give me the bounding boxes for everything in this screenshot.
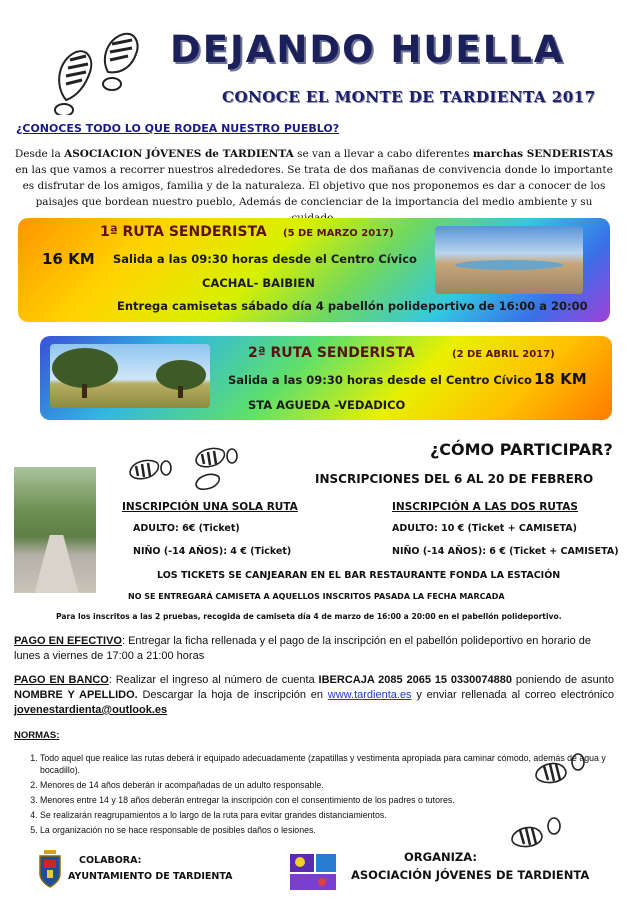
association-logo-icon	[288, 852, 338, 892]
intro-association: ASOCIACION JÓVENES de TARDIENTA	[64, 148, 294, 160]
route1-tshirt: Entrega camisetas sábado día 4 pabellón polideportivo de 16:00 a 20:00	[117, 299, 588, 313]
rules-list	[14, 752, 614, 836]
route2-photo	[50, 344, 210, 408]
page-title: DEJANDO HUELLA	[170, 28, 565, 71]
organizer-label: ORGANIZA:	[404, 850, 477, 864]
intro-text-2: se van a llevar a cabo diferentes	[293, 148, 473, 160]
both-child-price: NIÑO (-14 AÑOS): 6 € (Ticket + CAMISETA)	[392, 546, 619, 557]
route2-departure: Salida a las 09:30 horas desde el Centro Cívico	[228, 373, 532, 387]
rule-item: 1. Todo aquel que realice las rutas deberá ir equipado adecuadamente (zapatillas y vestimenta apropiada para caminar cómodo, además de agua y bocadillo).	[40, 752, 614, 776]
path-photo	[14, 467, 96, 593]
bank-payment-text-4: y enviar rellenada al correo electrónico	[411, 689, 614, 701]
bank-payment-text-3: Descargar la hoja de inscripción en	[137, 689, 328, 701]
rule-item: 2. Menores de 14 años deberán ir acompañadas de un adulto responsable.	[40, 779, 614, 791]
route1-distance: 16 KM	[42, 250, 95, 268]
bank-subject: NOMBRE Y APELLIDO.	[14, 689, 138, 701]
coat-of-arms-icon	[38, 850, 62, 888]
bank-payment	[14, 673, 614, 718]
intro-marches: marchas SENDERISTAS	[472, 148, 614, 160]
both-adult-price: ADULTO: 10 € (Ticket + CAMISETA)	[392, 523, 577, 534]
late-registration-note: NO SE ENTREGARÁ CAMISETA A AQUELLOS INSCRITOS PASADA LA FECHA MARCADA	[128, 592, 505, 601]
website-link[interactable]: www.tardienta.es	[327, 689, 412, 701]
rules-heading: NORMAS:	[14, 730, 60, 741]
participate-heading: ¿CÓMO PARTICIPAR?	[430, 440, 613, 459]
intro-text-3: en las que vamos a recorrer nuestros alrededores. Se trata de dos mañanas de convivencia donde lo importante es disfrutar de los amigos, familia y de la naturaleza. El objetivo que nos proponemos es dar a conocer de los paisajes que bordean nuestro pueblo, Además de concienciar de la importancia del medio ambiente y su	[15, 164, 613, 208]
intro-paragraph	[12, 146, 616, 226]
page-subtitle: CONOCE EL MONTE DE TARDIENTA 2017	[222, 88, 596, 106]
intro-text-1: Desde la	[14, 148, 65, 160]
single-adult-price: ADULTO: 6€ (Ticket)	[133, 523, 240, 534]
bank-payment-label: PAGO EN BANCO	[14, 674, 109, 686]
route2-place: STA AGUEDA -VEDADICO	[248, 398, 406, 412]
rule-item: 4. Se realizarán reagrupamientos a lo largo de la ruta para evitar grandes distanciamientos.	[40, 809, 614, 821]
rule-item: 3. Menores entre 14 y 18 años deberán entregar la inscripción con el consentimiento de los padres o tutores.	[40, 794, 614, 806]
route2-heading: 2ª RUTA SENDERISTA	[248, 345, 415, 361]
single-child-price: NIÑO (-14 AÑOS): 4 € (Ticket)	[133, 546, 292, 557]
both-routes-title: INSCRIPCIÓN A LAS DOS RUTAS	[392, 501, 578, 513]
tickets-note: LOS TICKETS SE CANJEARAN EN EL BAR RESTAURANTE FONDA LA ESTACIÓN	[157, 570, 561, 581]
bank-account: IBERCAJA 2085 2065 15 0330074880	[318, 674, 512, 686]
registration-dates: INSCRIPCIONES DEL 6 AL 20 DE FEBRERO	[315, 472, 594, 486]
collab-label: COLABORA:	[79, 855, 142, 866]
route2-date: (2 DE ABRIL 2017)	[452, 349, 555, 360]
route1-heading: 1ª RUTA SENDERISTA	[100, 224, 267, 240]
email-link[interactable]: jovenestardienta@outlook.es	[14, 704, 168, 716]
route1-date: (5 DE MARZO 2017)	[283, 228, 394, 239]
collab-name: AYUNTAMIENTO DE TARDIENTA	[68, 871, 233, 882]
intro-question: ¿CONOCES TODO LO QUE RODEA NUESTRO PUEBLO?	[16, 122, 340, 135]
bank-payment-text-2: poniendo de asunto	[512, 674, 614, 686]
rule-item: 5. La organización no se hace responsable de posibles daños o lesiones.	[40, 824, 614, 836]
bank-payment-text-1: : Realizar el ingreso al número de cuenta	[108, 674, 319, 686]
rules-list-wrap	[14, 752, 614, 839]
tshirt-pickup-note: Para los inscritos a las 2 pruebas, recogida de camiseta día 4 de marzo de 16:00 a 20:00 en el pabellón polideportivo.	[56, 612, 562, 621]
cash-payment-label: PAGO EN EFECTIVO	[14, 635, 122, 647]
single-route-title: INSCRIPCIÓN UNA SOLA RUTA	[122, 501, 298, 513]
footprint-icon	[48, 30, 158, 115]
cash-payment	[14, 634, 614, 664]
organizer-name: ASOCIACIÓN JÓVENES DE TARDIENTA	[351, 868, 590, 882]
route1-photo	[435, 226, 583, 294]
footprint-icon	[126, 442, 246, 492]
route1-place: CACHAL- BAIBIEN	[202, 276, 315, 290]
route1-departure: Salida a las 09:30 horas desde el Centro Cívico	[113, 252, 417, 266]
route2-distance: 18 KM	[534, 370, 587, 388]
cash-payment-text: : Entregar la ficha rellenada y el pago de la inscripción en el pabellón polideportivo en horario de lunes a viernes de 17:00 a 21:00 horas	[14, 635, 592, 662]
